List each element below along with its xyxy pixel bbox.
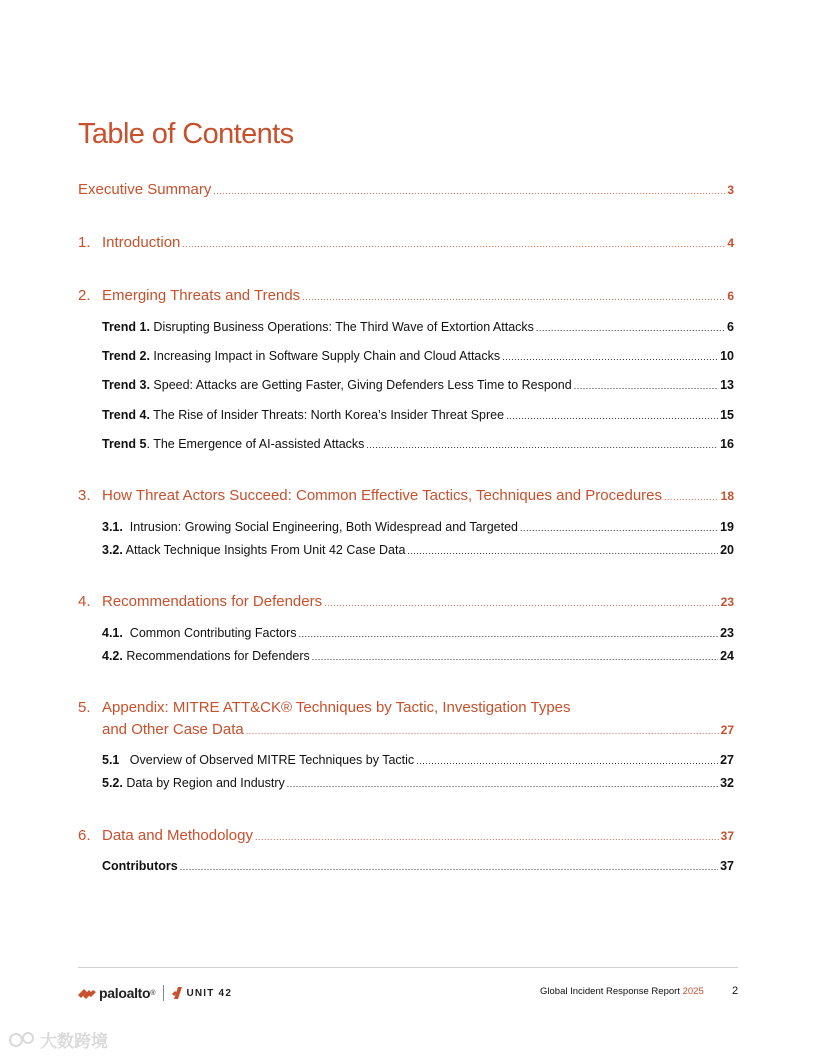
- dot-leader: [664, 492, 719, 502]
- toc-subentry-page: 15: [720, 408, 734, 422]
- toc-entry-page: 6: [727, 289, 734, 303]
- toc-entry-threat-actors[interactable]: [78, 487, 734, 504]
- toc-subentry-page: 19: [720, 520, 734, 534]
- toc-subentry-label: Common Contributing Factors: [122, 626, 297, 640]
- toc-subentry-page: 24: [720, 649, 734, 663]
- toc-entry-number: 2.: [78, 287, 91, 304]
- dot-leader: [246, 726, 719, 736]
- dot-leader: [520, 523, 718, 533]
- toc-subentry-3-1[interactable]: [102, 520, 734, 534]
- dot-leader: [574, 381, 718, 391]
- report-year: 2025: [682, 986, 704, 997]
- toc-subentry-prefix: Trend 3.: [102, 378, 150, 392]
- toc-subentry-5-1[interactable]: [102, 753, 734, 767]
- dot-leader: [180, 862, 718, 872]
- page-title: Table of Contents: [78, 118, 294, 150]
- toc-subentry-label: Overview of Observed MITRE Techniques by Tactic: [119, 753, 415, 767]
- toc-entry-number: 1.: [78, 234, 91, 251]
- dot-leader: [366, 440, 718, 450]
- toc-subentry-3-2[interactable]: [102, 543, 734, 557]
- toc-subentry-prefix: Contributors: [102, 859, 178, 873]
- toc-subentry-trend-5[interactable]: [102, 437, 734, 451]
- toc-entry-label: Appendix: MITRE ATT&CK® Techniques by Tactic, Investigation Types: [102, 699, 571, 716]
- toc-subentry-label: Increasing Impact in Software Supply Chain and Cloud Attacks: [149, 349, 501, 363]
- toc-subentry-prefix: 5.1: [102, 753, 120, 767]
- footer-logo: paloalto ® UNIT 42: [78, 984, 232, 1002]
- toc-subentry-page: 37: [720, 859, 734, 873]
- dot-leader: [312, 652, 718, 662]
- toc-subentry-label: . The Emergence of AI-assisted Attacks: [146, 437, 365, 451]
- toc-entry-number: 4.: [78, 593, 91, 610]
- toc-subentry-prefix: 4.2.: [102, 649, 123, 663]
- toc-entry-appendix-continued[interactable]: [78, 721, 734, 738]
- toc-entry-page: 27: [720, 723, 734, 737]
- watermark-logo-icon: [8, 1030, 38, 1050]
- unit42-wordmark: UNIT 42: [186, 987, 233, 999]
- toc-subentry-label: Disrupting Business Operations: The Third Wave of Extortion Attacks: [149, 320, 534, 334]
- toc-subentry-page: 27: [720, 753, 734, 767]
- toc-subentry-page: 23: [720, 626, 734, 640]
- dot-leader: [416, 756, 718, 766]
- toc-subentry-label: Speed: Attacks are Getting Faster, Giving Defenders Less Time to Respond: [149, 378, 572, 392]
- toc-entry-number: 3.: [78, 487, 91, 504]
- toc-entry-page: 3: [727, 183, 734, 197]
- toc-entry-label: Data and Methodology: [102, 827, 253, 844]
- dot-leader: [287, 779, 718, 789]
- paloalto-wordmark: paloalto: [99, 985, 151, 1001]
- toc-subentry-4-2[interactable]: [102, 649, 734, 663]
- dot-leader: [213, 186, 725, 196]
- watermark-text: 大数跨境: [40, 1032, 108, 1051]
- footer-divider: [78, 967, 738, 968]
- page-number: 2: [732, 985, 739, 997]
- toc-subentry-page: 6: [727, 320, 734, 334]
- toc-entry-label: Emerging Threats and Trends: [102, 287, 301, 304]
- toc-entry-label: Executive Summary: [78, 181, 212, 198]
- toc-subentry-prefix: Trend 4.: [102, 408, 150, 422]
- toc-subentry-page: 20: [720, 543, 734, 557]
- toc-subentry-prefix: 5.2.: [102, 776, 123, 790]
- dot-leader: [324, 598, 719, 608]
- toc-subentry-label: Data by Region and Industry: [122, 776, 285, 790]
- unit42-logo-icon: [172, 987, 182, 999]
- dot-leader: [299, 629, 719, 639]
- toc-entry-label: Introduction: [102, 234, 181, 251]
- toc-entry-emerging-threats[interactable]: [78, 287, 734, 304]
- toc-entry-appendix[interactable]: [78, 699, 734, 716]
- logo-separator: [163, 985, 164, 1001]
- dot-leader: [182, 239, 725, 249]
- toc-subentry-trend-1[interactable]: [102, 320, 734, 334]
- toc-entry-number: 6.: [78, 827, 91, 844]
- toc-subentry-label: Recommendations for Defenders: [122, 649, 310, 663]
- toc-subentry-trend-3[interactable]: [102, 378, 734, 392]
- toc-subentry-prefix: Trend 2.: [102, 349, 150, 363]
- toc-subentry-4-1[interactable]: [102, 626, 734, 640]
- toc-entry-page: 37: [720, 829, 734, 843]
- toc-entry-page: 4: [727, 236, 734, 250]
- toc-entry-introduction[interactable]: [78, 234, 734, 251]
- toc-subentry-contributors[interactable]: [102, 859, 734, 873]
- paloalto-logo-icon: [78, 987, 96, 999]
- toc-entry-executive-summary[interactable]: [78, 181, 734, 198]
- toc-entry-page: 18: [720, 489, 734, 503]
- footer-report-title: [540, 986, 704, 997]
- toc-subentry-page: 32: [720, 776, 734, 790]
- toc-subentry-prefix: Trend 1.: [102, 320, 150, 334]
- toc-subentry-page: 10: [720, 349, 734, 363]
- toc-entry-recommendations[interactable]: [78, 593, 734, 610]
- toc-subentry-prefix: 3.1.: [102, 520, 123, 534]
- toc-entry-label: How Threat Actors Succeed: Common Effective Tactics, Techniques and Procedures: [102, 487, 663, 504]
- watermark: [8, 1027, 108, 1052]
- dot-leader: [536, 323, 725, 333]
- toc-subentry-page: 13: [720, 378, 734, 392]
- toc-subentry-label: Intrusion: Growing Social Engineering, Both Widespread and Targeted: [122, 520, 519, 534]
- toc-entry-label: Recommendations for Defenders: [102, 593, 323, 610]
- dot-leader: [302, 292, 725, 302]
- toc-subentry-page: 16: [720, 437, 734, 451]
- toc-entry-label: and Other Case Data: [102, 721, 244, 738]
- toc-entry-page: 23: [720, 595, 734, 609]
- toc-subentry-5-2[interactable]: [102, 776, 734, 790]
- toc-subentry-prefix: 3.2.: [102, 543, 123, 557]
- toc-subentry-prefix: 4.1.: [102, 626, 123, 640]
- dot-leader: [502, 352, 718, 362]
- toc-entry-data-methodology[interactable]: [78, 827, 734, 844]
- toc-subentry-label: Attack Technique Insights From Unit 42 Case Data: [122, 543, 406, 557]
- dot-leader: [255, 832, 719, 842]
- report-name: Global Incident Response Report: [540, 986, 680, 997]
- toc-subentry-prefix: Trend 5: [102, 437, 147, 451]
- toc-entry-number: 5.: [78, 699, 91, 716]
- dot-leader: [506, 411, 718, 421]
- toc-subentry-label: The Rise of Insider Threats: North Korea’s Insider Threat Spree: [149, 408, 505, 422]
- toc-subentry-trend-2[interactable]: [102, 349, 734, 363]
- dot-leader: [407, 546, 718, 556]
- toc-subentry-trend-4[interactable]: [102, 408, 734, 422]
